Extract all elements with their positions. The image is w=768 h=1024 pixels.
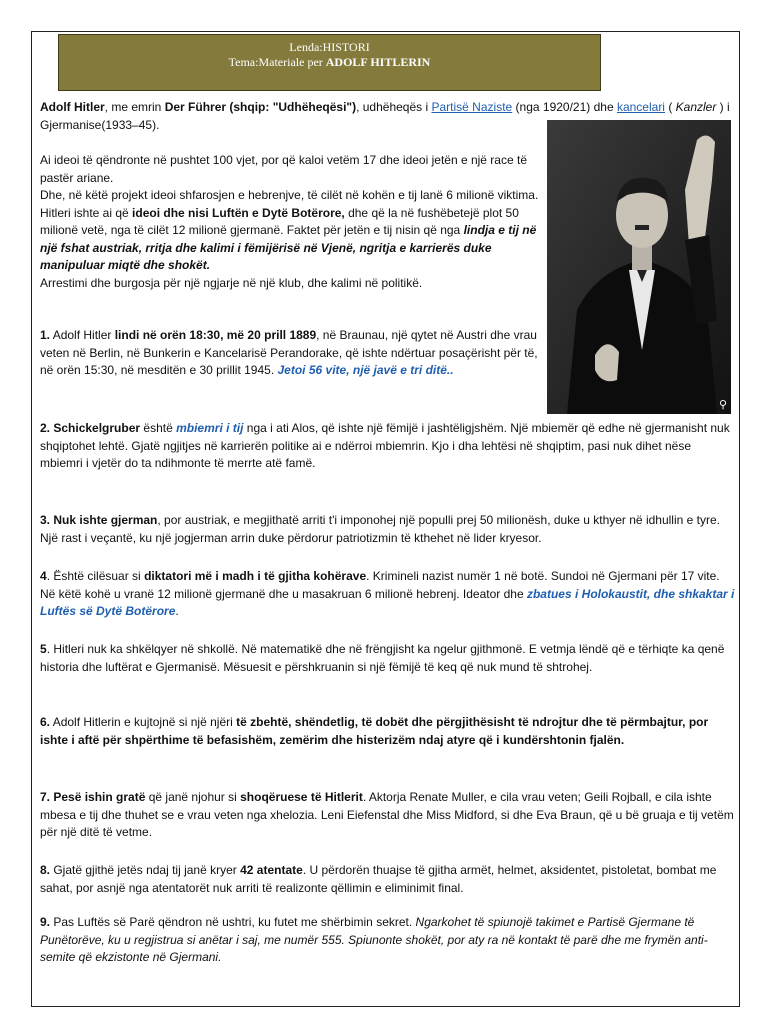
intro-paragraph: Adolf Hitler, me emrin Der Führer (shqip: "Udhëheqësi"), udhëheqës i Partisë Naziste (nga 1920/21) dhe kancelari ( Kanzler ) i Gjermanise(1933–45). xyxy=(40,100,730,132)
document-header xyxy=(58,34,601,91)
fact-item-3: 3. Nuk ishte gjerman, por austriak, e megjithatë arriti t'i imponohej një populli prej 50 milionësh, duke u kthyer në idhullin e tyre. Një rast i veçantë, ku një jogjerman arrin duke përdorur patriotizmin të kthehet në lider kryesor. xyxy=(40,513,720,545)
fact-item-5: 5. Hitleri nuk ka shkëlqyer në shkollë. Në matematikë dhe në frëngjisht ka ngelur gjithmonë. E vetmja lëndë që e tërhiqte ka qenë historia dhe luftërat e Gjermanisë. Mësuesit e përshkruanin si një fëmijë të keq që nuk mund të shtrohej. xyxy=(40,642,725,674)
fact-item-7: 7. Pesë ishin gratë që janë njohur si shoqëruese të Hitlerit. Aktorja Renate Muller, e cila vrau veten; Geili Rojball, e cila ishte mbesa e tij dhe thuhet se e vrau veten nga xhelozia. Leni Eiefenstal dhe Miss Midford, si dhe Eva Braun, që u bë gruaja e tij vetëm për një ditë të vetme. xyxy=(40,790,734,839)
nazi-party-link[interactable]: Partisë Naziste xyxy=(431,100,513,114)
chancellor-link[interactable]: kancelari xyxy=(616,100,665,114)
portrait-image xyxy=(547,120,731,414)
overview-paragraph: Ai ideoi të qëndronte në pushtet 100 vjet, por që kaloi vetëm 17 dhe ideoi jetën e një race të pastër ariane. Dhe, në këtë projekt ideoi shfarosjen e hebrenjve, të cilët në kohën e tij lanë 6 milionë viktima. Hitleri ishte ai që ideoi dhe nisi Luftën e Dytë Botërore, dhe që la në fushëbetejë plot 50 milionë vetë, nga të cilët 12 milionë gjermanë. Faktet për jetën e tij nisin që nga lindja e tij në një fshat austriak, rritja dhe kalimi i fëmijërisë në Vjenë, ngritja e karrierës duke manipuluar miqtë dhe shokët. Arrestimi dhe burgosja për një ngjarje në një klub, dhe kalimi në politikë. xyxy=(40,153,539,290)
fact-item-1: 1. Adolf Hitler lindi në orën 18:30, më 20 prill 1889, në Braunau, një qytet në Austri dhe vrau veten në Berlin, në Bunkerin e Kancelarisë Perandorake, që ishte ndërtuar posaçërisht për të, në orën 15:30, në mesditën e 30 prillit 1945. Jetoi 56 vite, një javë e tri ditë.. xyxy=(40,328,538,377)
topic-line: Tema:Materiale per ADOLF HITLERIN xyxy=(228,55,431,69)
fact-item-4: 4. Është cilësuar si diktatori më i madh i të gjitha kohërave. Krimineli nazist numër 1 në botë. Sundoi në Gjermani për 17 vite. Në këtë kohë u vranë 12 milionë gjermanë dhe u masakruan 6 milionë hebrenj. Ideator dhe zbatues i Holokaustit, dhe shkaktar i Luftës së Dytë Botërore. xyxy=(40,569,735,618)
subject-line: Lenda:HISTORI xyxy=(289,40,370,54)
magnifier-icon[interactable]: ⚲ xyxy=(718,399,727,411)
fact-item-9: 9. Pas Luftës së Parë qëndron në ushtri, ku futet me shërbimin sekret. Ngarkohet të spiunojë takimet e Partisë Gjermane të Punëtorëve, ku u regjistrua si anëtar i saj, me numër 555. Spiunonte shokët, por aty ra në kontakt të parë dhe me frymën anti-semite që ekzistonte në Gjermani. xyxy=(40,915,708,964)
hitler-portrait[interactable] xyxy=(547,120,731,414)
fact-item-6: 6. Adolf Hitlerin e kujtojnë si një njëri të zbehtë, shëndetlig, të dobët dhe përgjithësisht të ndrojtur dhe të përmbajtur, por ishte i aftë për shpërthime të befasishëm, zemërim dhe histerizëm ndaj atyre që i kundërshtonin fjalën. xyxy=(40,715,709,747)
fact-item-2: 2. Schickelgruber është mbiemri i tij nga i ati Alos, që ishte një fëmijë i jashtëligjshëm. Një mbiemër që edhe në gjermanisht nuk shqiptohet lehtë. Gjatë ngjitjes në karrierën politike ai e ndërroi mbiemrin. Kjo i dha lehtësi në shqiptim, pasi nuk dihet nëse mbiemri i vjetër do ta ndihmonte të merrte atë famë. xyxy=(40,421,730,470)
fact-item-8: 8. Gjatë gjithë jetës ndaj tij janë kryer 42 atentate. U përdorën thuajse të gjitha armët, helmet, aksidentet, pistoletat, bombat me sahat, por asnjë nga atentatorët nuk arriti të realizonte qëllimin e eliminimit final. xyxy=(40,863,717,895)
